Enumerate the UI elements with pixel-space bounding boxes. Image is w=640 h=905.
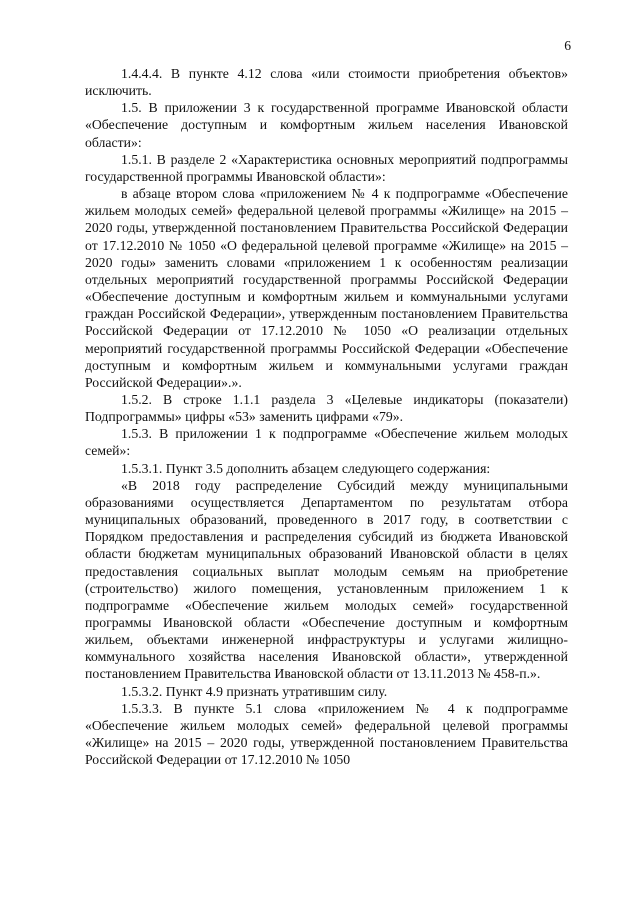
paragraph-second-abzac: в абзаце втором слова «приложением № 4 к подпрограмме «Обеспечение жильем молодых семей» федеральной целевой программы «Жилище» на 2015 – 2020 годы, утвержденной постановлением Правительства Российской Федерации от 17.12.2010 № 1050 «О федеральной целевой программе «Жилище» на 2015 – 2020 годы» заменить словами «приложением 1 к особенностям реализации отдельных мероприятий государственной программы Российской Федерации «Обеспечение доступным и комфортным жильем и коммунальными услугами граждан Российской Федерации», утвержденным постановлением Правительства Российской Федерации от 17.12.2010 № 1050 «О реализации отдельных мероприятий государственной программы Российской Федерации «Обеспечение доступным и комфортным жильем и коммунальными услугами граждан Российской Федерации».».: [85, 186, 568, 390]
paragraph-1-5-1: 1.5.1. В разделе 2 «Характеристика основных мероприятий подпрограммы государственной программы Ивановской области»:: [85, 151, 568, 184]
paragraph-1-5-2: 1.5.2. В строке 1.1.1 раздела 3 «Целевые индикаторы (показатели) Подпрограммы» цифры «53» заменить цифрами «79».: [85, 391, 568, 425]
document-body: [85, 65, 568, 768]
paragraph-quote-2018: «В 2018 году распределение Субсидий между муниципальными образованиями осуществляется Департаментом по результатам отбора муниципальных образований, проведенного в 2017 году, в соответствии с Порядком предоставления и распределения субсидий из бюджета Ивановской области бюджетам муниципальных образований Ивановской области в целях предоставления социальных выплат молодым семьям на приобретение (строительство) жилого помещения, установленным приложением 1 к подпрограмме «Обеспечение жильем молодых семей» государственной программы Ивановской области «Обеспечение доступным и комфортным жильем, объектами инженерной инфраструктуры и услугами жилищно-коммунального хозяйства населения Ивановской области», утвержденной постановлением Правительства Ивановской области от 13.11.2013 № 458-п.».: [85, 477, 568, 682]
paragraph-1-5-3-3: 1.5.3.3. В пункте 5.1 слова «приложением № 4 к подпрограмме «Обеспечение жильем молодых семей» федеральной целевой программы «Жилище» на 2015 – 2020 годы, утвержденной постановлением Правительства Российской Федерации от 17.12.2010 № 1050: [85, 700, 568, 768]
paragraph-1-5-3-2: 1.5.3.2. Пункт 4.9 признать утратившим силу.: [121, 683, 388, 699]
paragraph-1-4-4-4: 1.4.4.4. В пункте 4.12 слова «или стоимости приобретения объектов» исключить.: [85, 66, 568, 99]
paragraph-1-5-3: 1.5.3. В приложении 1 к подпрограмме «Обеспечение жильем молодых семей»:: [85, 426, 568, 459]
paragraph-1-5: 1.5. В приложении 3 к государственной программе Ивановской области «Обеспечение доступным и комфортным жильем населения Ивановской области»:: [85, 100, 568, 150]
page-number: 6: [564, 38, 571, 53]
paragraph-1-5-3-1: 1.5.3.1. Пункт 3.5 дополнить абзацем следующего содержания:: [121, 460, 491, 476]
